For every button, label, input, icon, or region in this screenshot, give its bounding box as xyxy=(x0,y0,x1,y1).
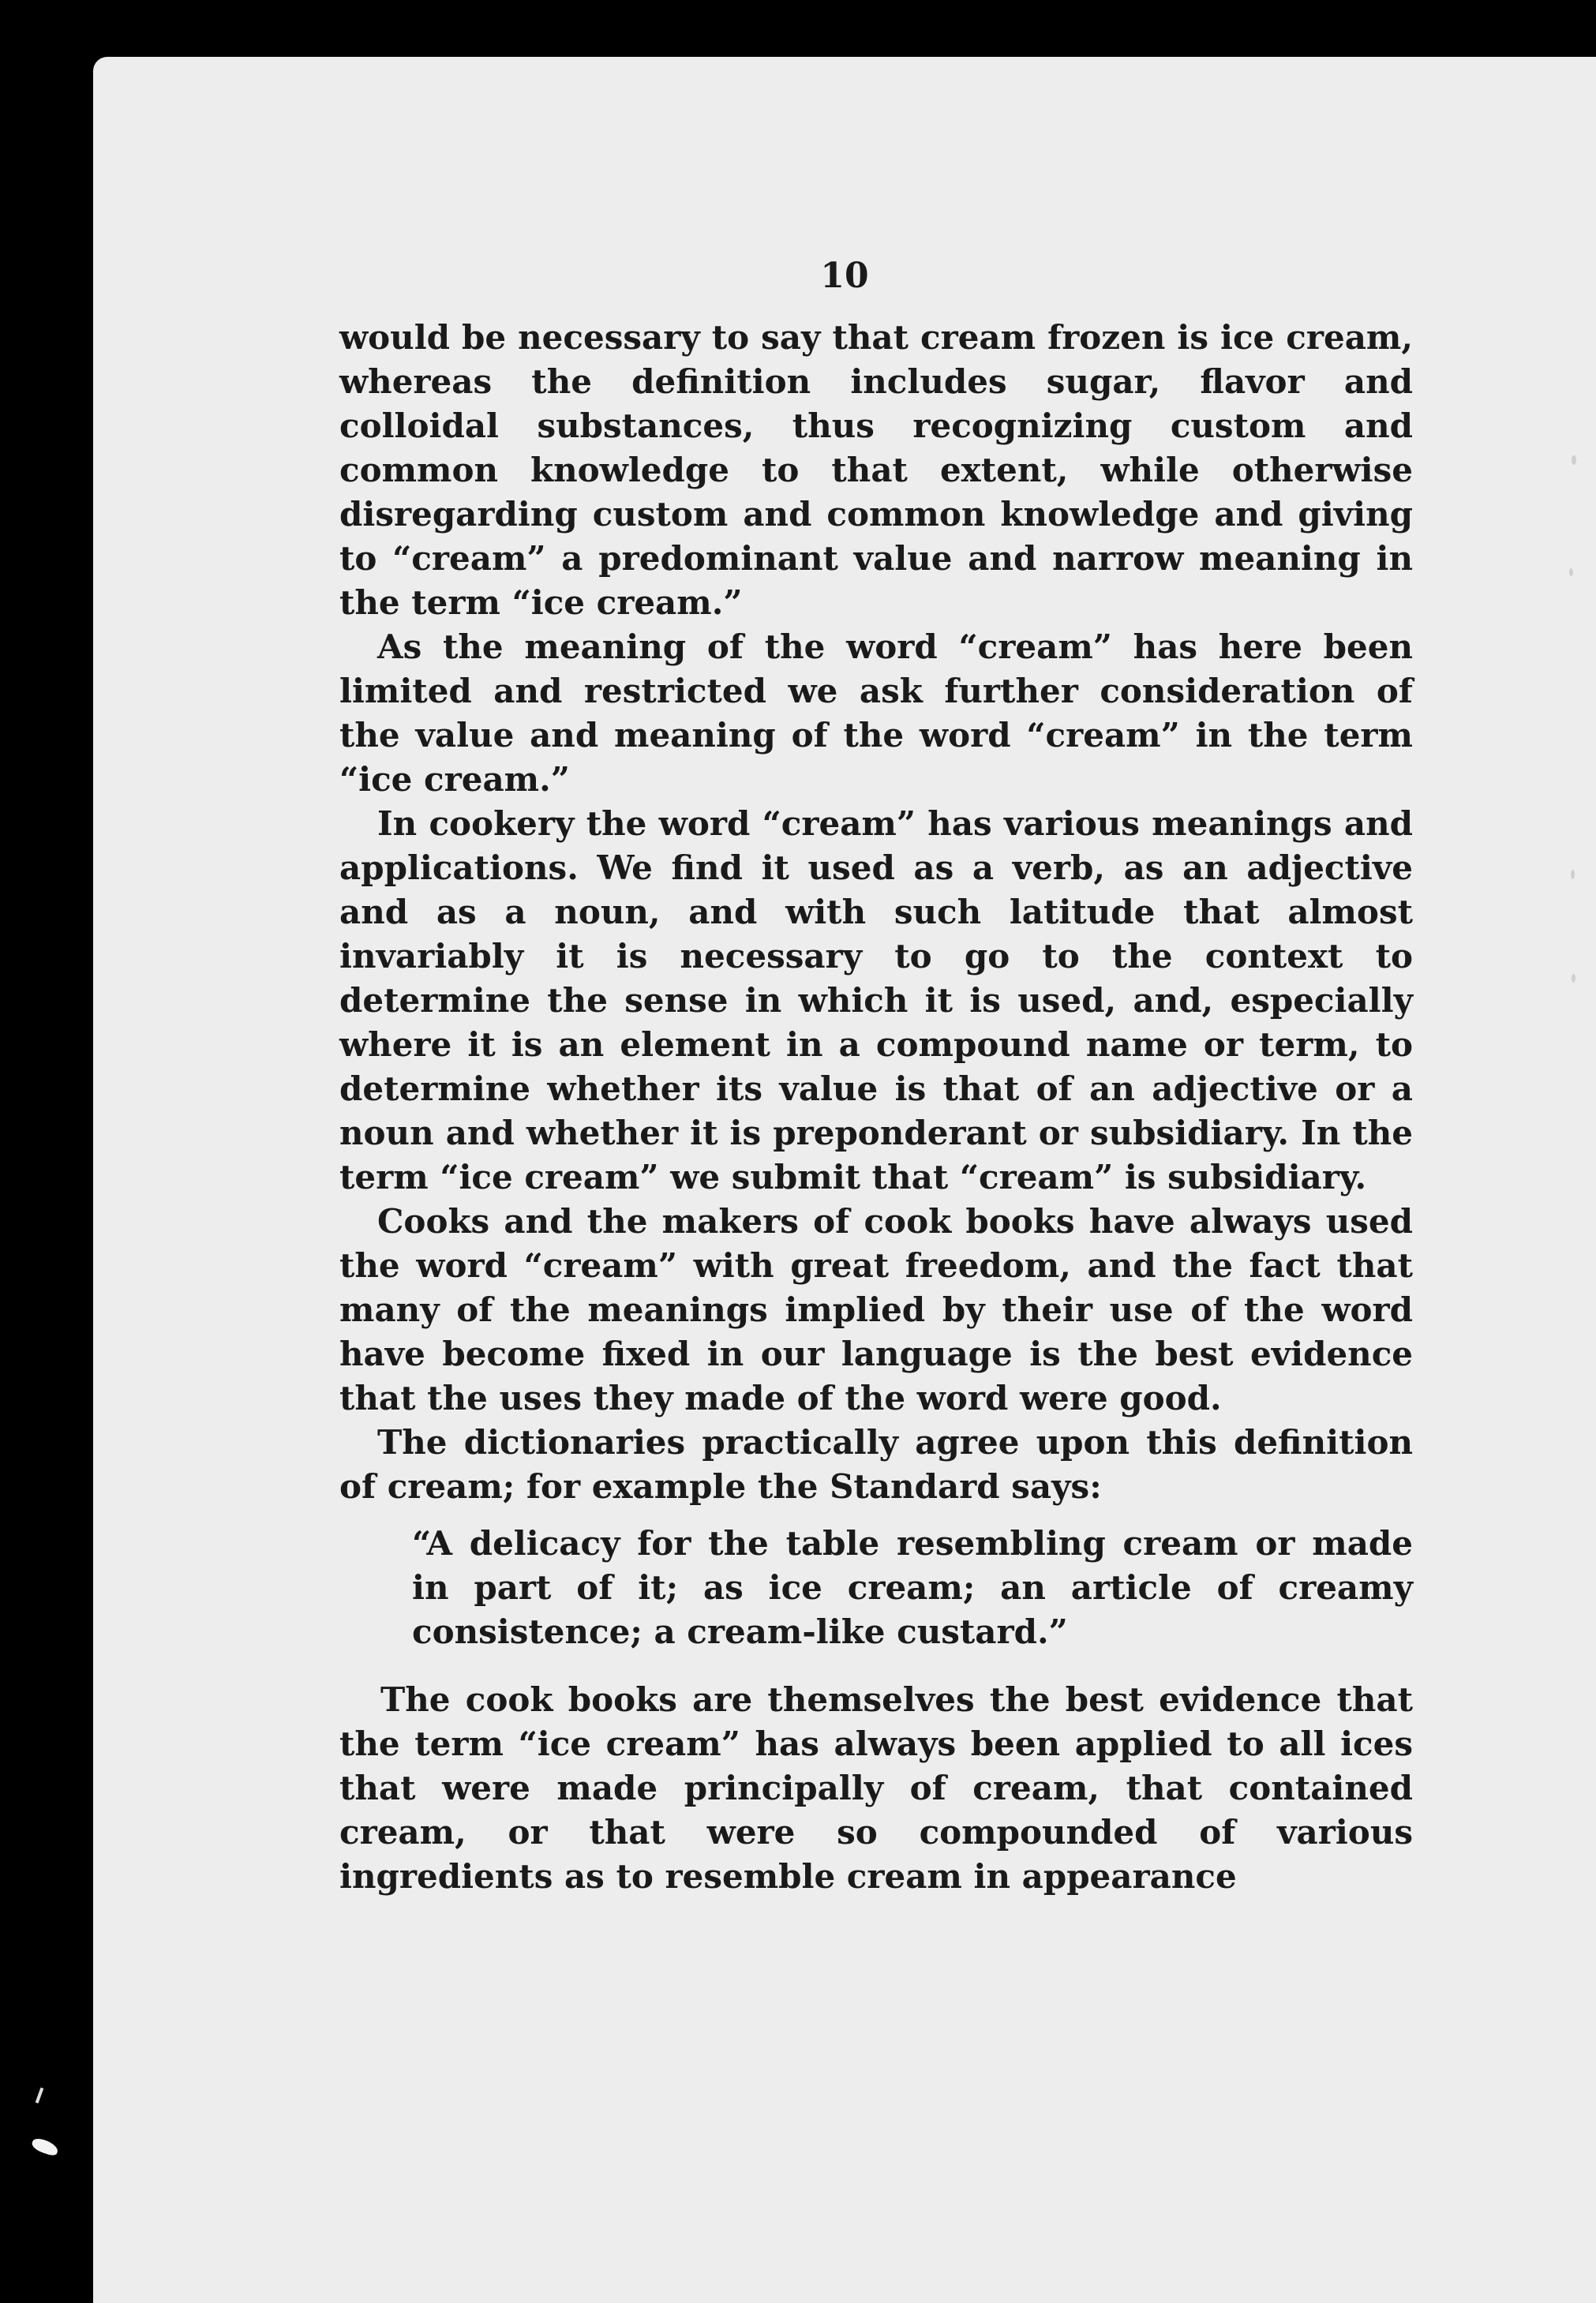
paragraph: would be necessary to say that cream frozen is ice cream, whereas the definition includes sugar, flavor and colloidal substances, thus recognizing custom and common knowledge to that extent, while otherwise disregarding custom and common knowledge and giving to “cream” a predominant value and narrow meaning in the term “ice cream.” xyxy=(339,318,1413,622)
scan-speck xyxy=(1569,568,1573,576)
scan-speck xyxy=(1572,974,1575,983)
block-quote: “A delicacy for the table resembling cream or made in part of it; as ice cream; an article of creamy consistence; a cream-like custard.” xyxy=(412,1524,1413,1651)
body-text xyxy=(339,316,1413,1899)
scan-mark xyxy=(36,2088,44,2103)
scan-speck xyxy=(1572,455,1576,465)
page-number: 10 xyxy=(820,256,869,296)
paragraph: As the meaning of the word “cream” has here been limited and restricted we ask further consideration of the value and meaning of the word “cream” in the term “ice cream.” xyxy=(339,627,1413,799)
scan-speck xyxy=(1571,870,1575,879)
paragraph: In cookery the word “cream” has various meanings and applications. We find it used as a verb, as an adjective and as a noun, and with such latitude that almost invariably it is necessary to go to the context to determine the sense in which it is used, and, especially where it is an element in a compound name or term, to determine whether its value is that of an adjective or a noun and whether it is preponderant or subsidiary. In the term “ice cream” we submit that “cream” is subsidiary. xyxy=(339,804,1413,1196)
paragraph: The cook books are themselves the best evidence that the term “ice cream” has always been applied to all ices that were made principally of cream, that contained cream, or that were so compounded of various ingredients as to resemble cream in appearance xyxy=(339,1680,1413,1896)
scan-mark xyxy=(30,2136,59,2157)
paragraph: The dictionaries practically agree upon this definition of cream; for example the Standard says: xyxy=(339,1423,1413,1506)
paragraph: Cooks and the makers of cook books have always used the word “cream” with great freedom, and the fact that many of the meanings implied by their use of the word have become fixed in our language is the best evidence that the uses they made of the word were good. xyxy=(339,1202,1413,1417)
book-page xyxy=(93,57,1596,2303)
